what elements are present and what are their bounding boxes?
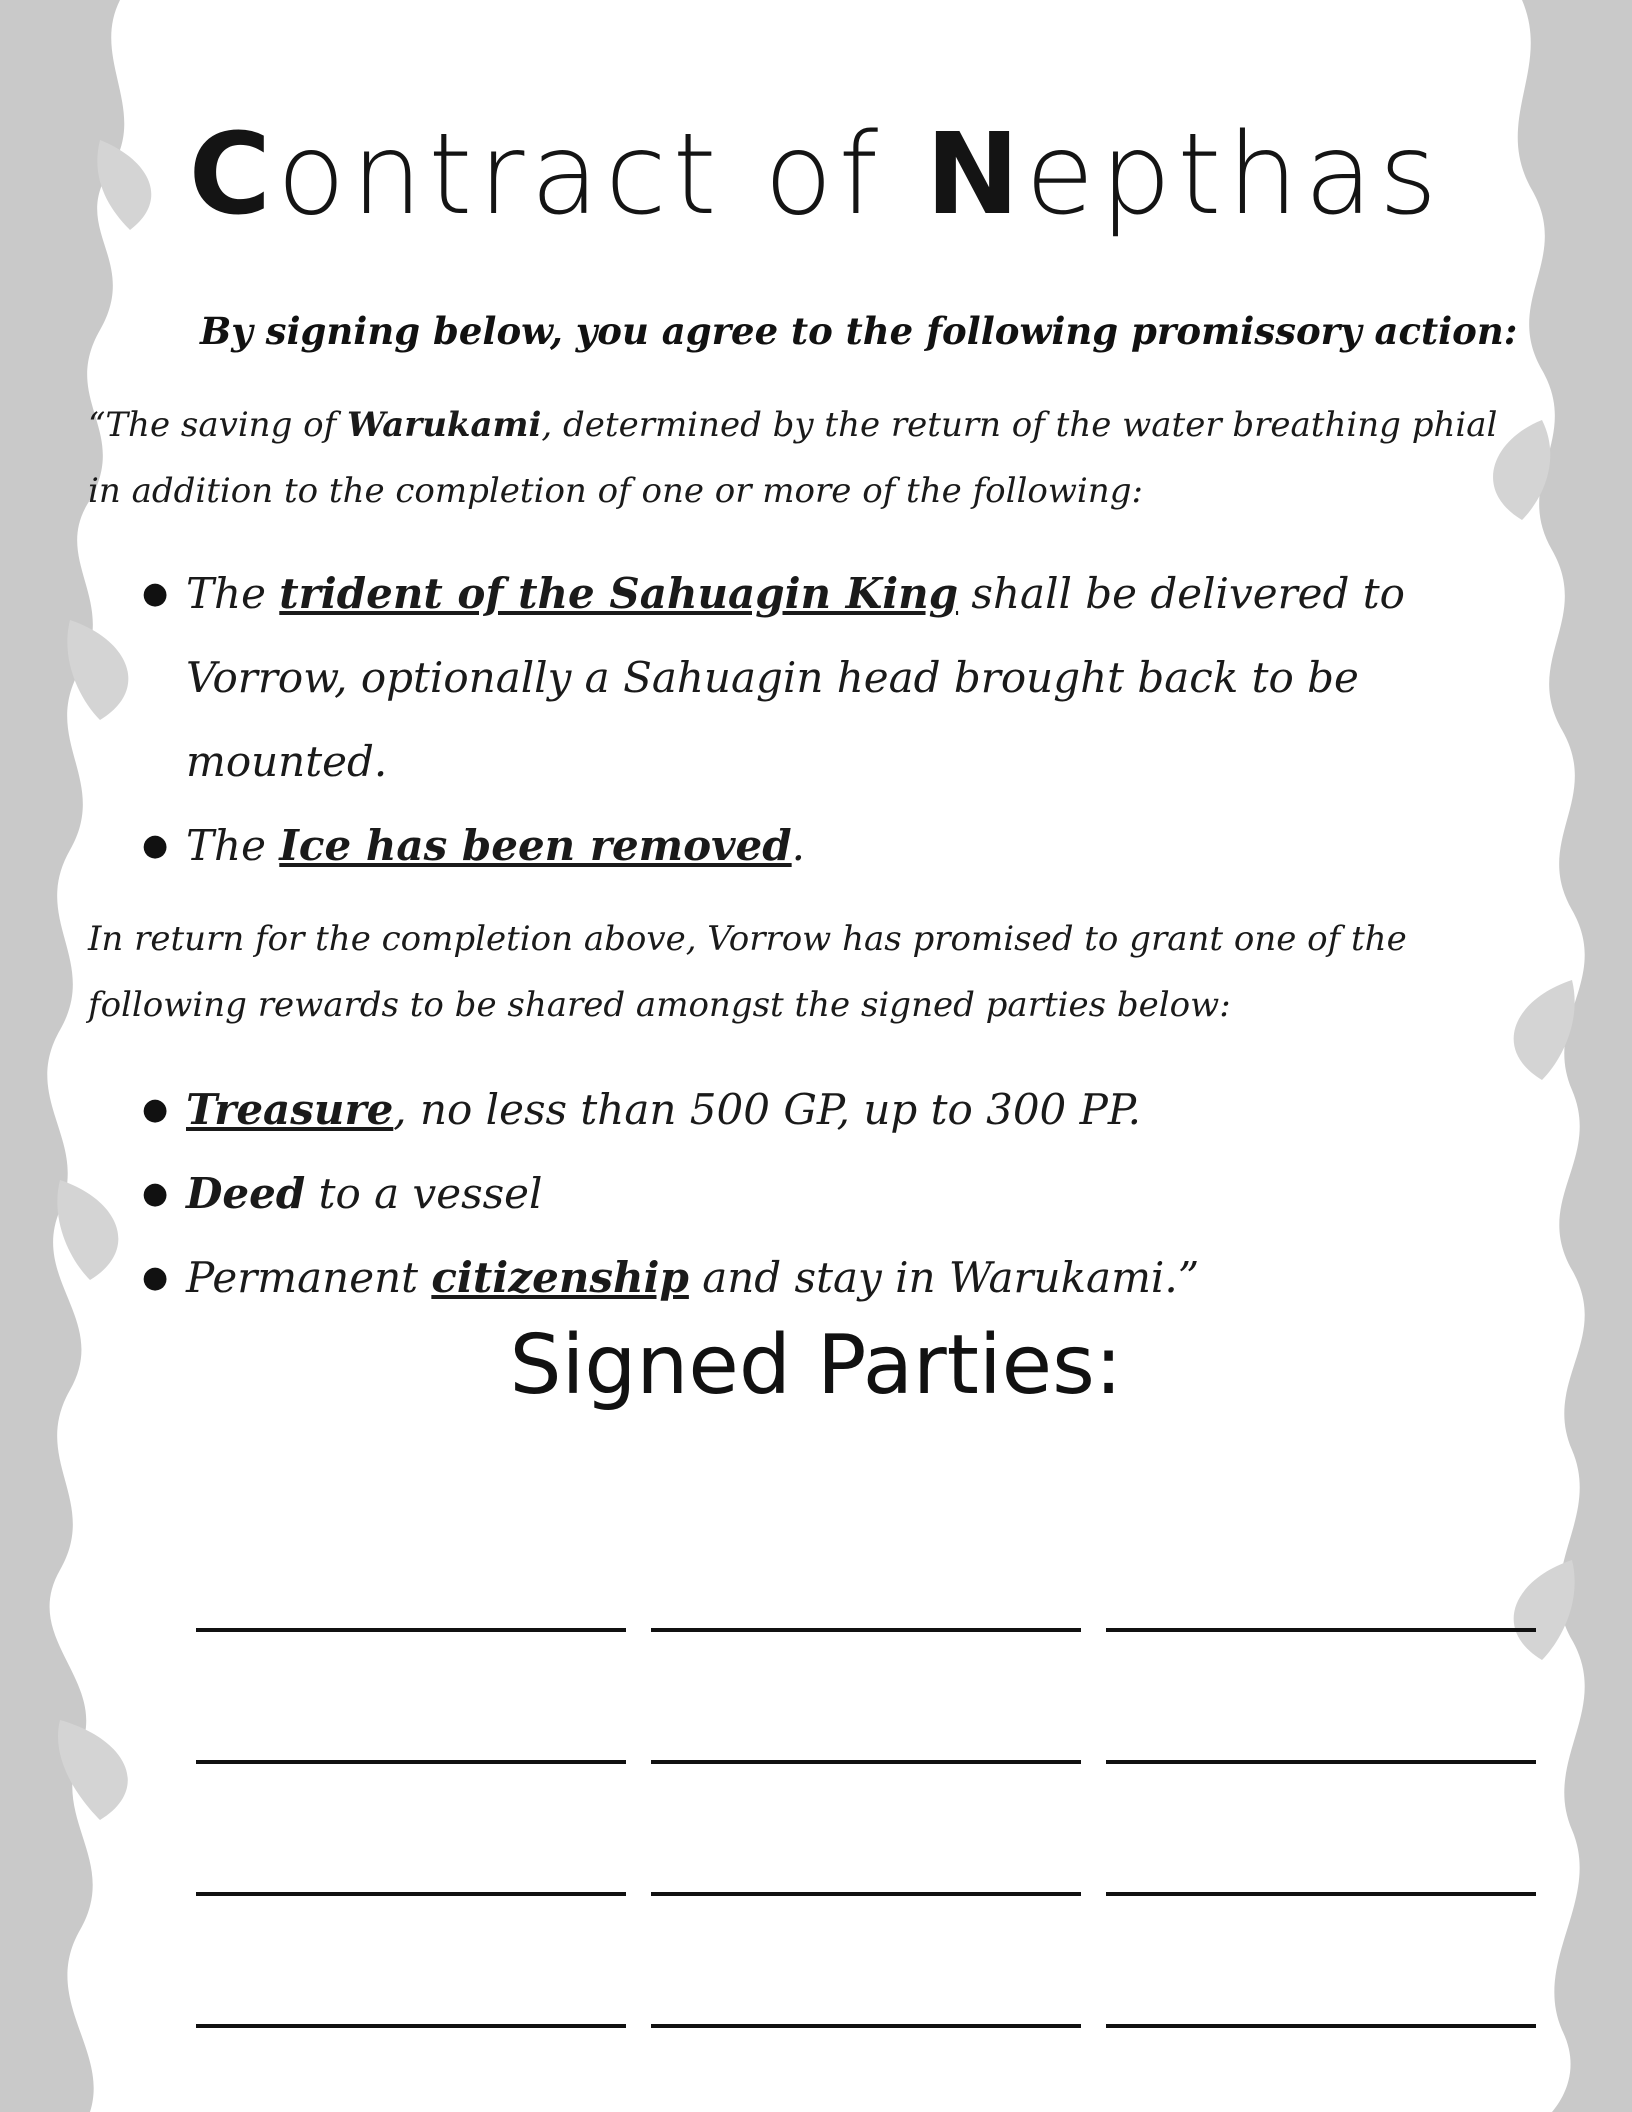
title-initial-n: N [925, 110, 1026, 240]
reward-item [140, 1152, 1460, 1236]
reward-pre: Permanent [186, 1253, 432, 1302]
signature-line [196, 2024, 626, 2028]
condition-pre: The [186, 569, 280, 618]
terms-bold: Warukami [347, 405, 542, 445]
title-initial-c: C [188, 110, 277, 240]
signature-line [1106, 1628, 1536, 1632]
signature-line [1106, 2024, 1536, 2028]
terms-post: , determined by the return of the water breathing phial in addition to the completion of one or more of the following: [88, 405, 1498, 511]
terms-pre: “The saving of [88, 405, 348, 445]
signature-row [196, 1764, 1536, 1896]
reward-post: to a vessel [305, 1169, 543, 1218]
signed-parties-heading: Signed Parties: [509, 1318, 1123, 1413]
reward-post: and stay in Warukami.” [688, 1253, 1200, 1302]
signature-row [196, 1896, 1536, 2028]
condition-bold: trident of the Sahuagin King [279, 569, 959, 618]
conditions-list [140, 552, 1460, 888]
reward-bold: Deed [186, 1169, 306, 1218]
signature-line [196, 1628, 626, 1632]
contract-title [0, 110, 1632, 240]
rewards-paragraph: In return for the completion above, Vorrow has promised to grant one of the following rewards to be shared amongst the signed parties below: [88, 919, 1407, 1025]
signature-line [651, 1628, 1081, 1632]
condition-pre: The [186, 821, 280, 870]
signature-line [1106, 1892, 1536, 1896]
signature-line [651, 1760, 1081, 1764]
signature-row [196, 1500, 1536, 1632]
condition-item [140, 804, 1460, 888]
signature-line [651, 1892, 1081, 1896]
signature-line [651, 2024, 1081, 2028]
condition-item [140, 552, 1460, 804]
terms-paragraph [88, 392, 1538, 524]
reward-bold: Treasure [186, 1085, 394, 1134]
signature-line [196, 1892, 626, 1896]
condition-post: . [791, 821, 805, 870]
condition-bold: Ice has been removed [279, 821, 792, 870]
condition-post: shall be delivered to Vorrow, optionally a Sahuagin head brought back to be mounted. [186, 569, 1405, 786]
reward-item [140, 1236, 1460, 1320]
intro-line: By signing below, you agree to the following promissory action: [200, 309, 1518, 353]
reward-bold: citizenship [431, 1253, 689, 1302]
reward-post: , no less than 500 GP, up to 300 PP. [393, 1085, 1141, 1134]
signature-lines [196, 1500, 1536, 2028]
signature-line [1106, 1760, 1536, 1764]
signature-line [196, 1760, 626, 1764]
reward-item [140, 1068, 1460, 1152]
title-text-2: epthas [1025, 110, 1444, 240]
title-text-1: ontract of [276, 110, 926, 240]
signature-row [196, 1632, 1536, 1764]
rewards-list [140, 1068, 1460, 1320]
